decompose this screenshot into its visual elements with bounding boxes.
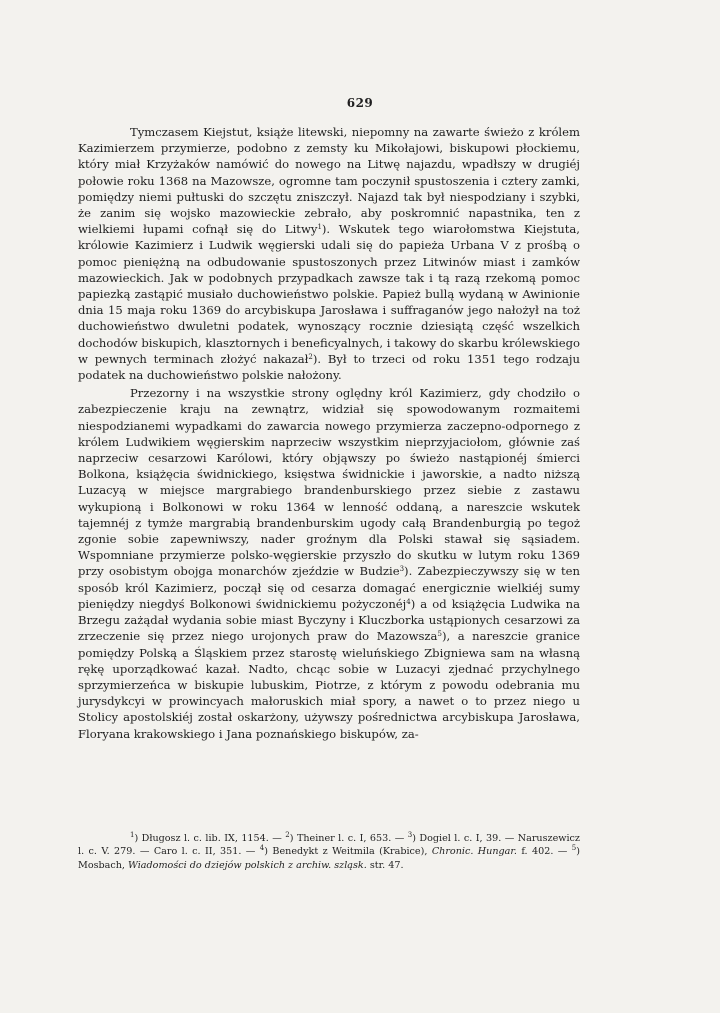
footnote-ref-5: 5 [437, 630, 442, 639]
paragraph-2-text-a: Przezorny i na wszystkie strony oględny król Kazimierz, gdy chodziło o zabezpieczenie kraju na zewnątrz, widział się spowodowanym rozmaitemi niespodzianemi wypadkami do zawarcia nowego przymierza zaczepno-odpornego z królem Ludwikiem węgierskim naprzeciw wszystkim nieprzyjaciołom, głównie zaś naprzeciw cesarzowi Karólowi, który objąwszy po świeżo nastąpionéj śmierci Bolkona, książęcia świdnickiego, księstwa świdnickie i jaworskie, a nadto niższą Luzacyą w miejsce margrabiego brandenburskiego przez siebie z zastawu wykupioną i Bolkonowi w roku 1364 w lenność oddaną, a nareszcie wskutek tajemnéj z tymże margrabią brandenburskim ugody całą Brandenburgią po tegoż zgonie sobie zapewniwszy, nader groźnym dla Polski stawał się sąsiadem. Wspomniane przymierze polsko-węgierskie przyszło do skutku w lutym roku 1369 przy osobistym obojga monarchów zjeździe w Budzie [78, 386, 580, 579]
main-text [78, 124, 580, 742]
footnote-italic-title-1: Chronic. Hungar. [431, 846, 517, 858]
footnote-ref-3: 3 [399, 565, 405, 574]
footnote-text-1: ) Długosz l. c. lib. IX, 1154. — [134, 833, 286, 844]
paragraph-2-text-d: ), a nareszcie granice pomiędzy Polską a Śląskiem przez starostę wieluńskiego Zbigniewa sam na własną rękę uporządkować kazał. Nadto, chcąc sobie w Luzacyi zjednać przychylnego sprzymierzeńca w biskupie lubuskim, Piotrze, z którym z powodu odebrania mu jurysdykcyi w prowincyach małoruskich miał spory, a nawet o to przez niego u Stolicy apostolskiéj został oskarżony, używszy pośrednictwa arcybiskupa Jarosława, Floryana krakowskiego i Jana poznańskiego biskupów, za- [78, 629, 581, 741]
paragraph-1-text-b: ). Wskutek tego wiarołomstwa Kiejstuta, królowie Kazimierz i Ludwik węgierski udali się do papieża Urbana V z prośbą o pomoc pieniężną na odbudowanie spustoszonych przez Litwinów miast i zamków mazowieckich. Jak w podobnych przypadkach zawsze tak i tą razą rzekomą pomoc papiezką zastąpić musiało duchowieństwo polskie. Papież bullą wydaną w Awinionie dnia 15 maja roku 1369 do arcybiskupa Jarosława i suffraganów jego nałożył na toż duchowieństwo dwuletni podatek, wynoszący rocznie dziesiątą część wszelkich dochodów biskupich, klasztornych i beneficyalnych, i takowy do skarbu królewskiego w pewnych terminach złożyć nakazał [78, 222, 580, 366]
paragraph-1 [78, 124, 580, 383]
footnote-text-5a: ) Mosbach, [78, 846, 580, 871]
footnote-ref-2: 2 [308, 352, 313, 361]
footnote-ref-4: 4 [406, 597, 411, 606]
paragraph-1-text-c: ). Był to trzeci od roku 1351 tego rodzaju podatek na duchowieństwo polskie nałożony. [78, 351, 580, 383]
footnotes [78, 832, 580, 872]
paragraph-2-text-b: ). Zabezpieczywszy się w ten sposób król Kazimierz, począł się od cesarza domagać energicznie wielkiéj sumy pieniędzy niegdyś Bolkonowi świdnickiemu pożyczonéj [78, 564, 580, 611]
footnote-mark-1: 1 [130, 831, 135, 839]
footnote-text-4a: ) Benedykt z Weitmila (Krabice), [264, 846, 432, 858]
paragraph-2-text-c: ) a od książęcia Ludwika na Brzegu zażądał wydania sobie miast Byczyny i Kluczborka ustąpionych cesarzowi za zrzeczenie się przez niego urojonych praw do Mazowsza [78, 596, 580, 644]
footnote-text-2: ) Theiner l. c. I, 653. — [289, 833, 408, 844]
footnote-ref-1: 1 [317, 223, 322, 232]
footnote-text-4b: f. 402. — [516, 846, 572, 858]
footnote-mark-5: 5 [571, 844, 577, 853]
paragraph-2 [78, 385, 580, 741]
footnote-mark-4: 4 [259, 844, 265, 853]
paragraph-1-text-a: Tymczasem Kiejstut, książe litewski, niepomny na zawarte świeżo z królem Kazimierzem przymierze, podobno z zemsty ku Mikołajowi, biskupowi płockiemu, który miał Krzyżaków namówić do nowego na Litwę najazdu, wpadłszy w drugiéj połowie roku 1368 na Mazowsze, ogromne tam poczynił spustoszenia i cztery zamki, pomiędzy niemi pułtuski do szczętu zniszczył. Najazd tak był niespodziany i szybki, że zanim się wojsko mazowieckie zebrało, aby poskromnić napastnika, ten z wielkiemi łupami cofnął się do Litwy [78, 125, 580, 237]
page-number: 629 [346, 96, 374, 110]
footnote-text-5b: str. 47. [366, 859, 404, 871]
footnote-text-3: ) Dogiel l. c. I, 39. — Naruszewicz l. c. V. 279. — Caro l. c. II, 351. — [78, 833, 580, 858]
footnote-block [78, 832, 580, 872]
footnote-italic-title-2: Wiadomości do dziejów polskich z archiw. szląsk. [128, 859, 367, 871]
footnote-mark-3: 3 [407, 831, 413, 839]
footnote-mark-2: 2 [285, 831, 290, 839]
